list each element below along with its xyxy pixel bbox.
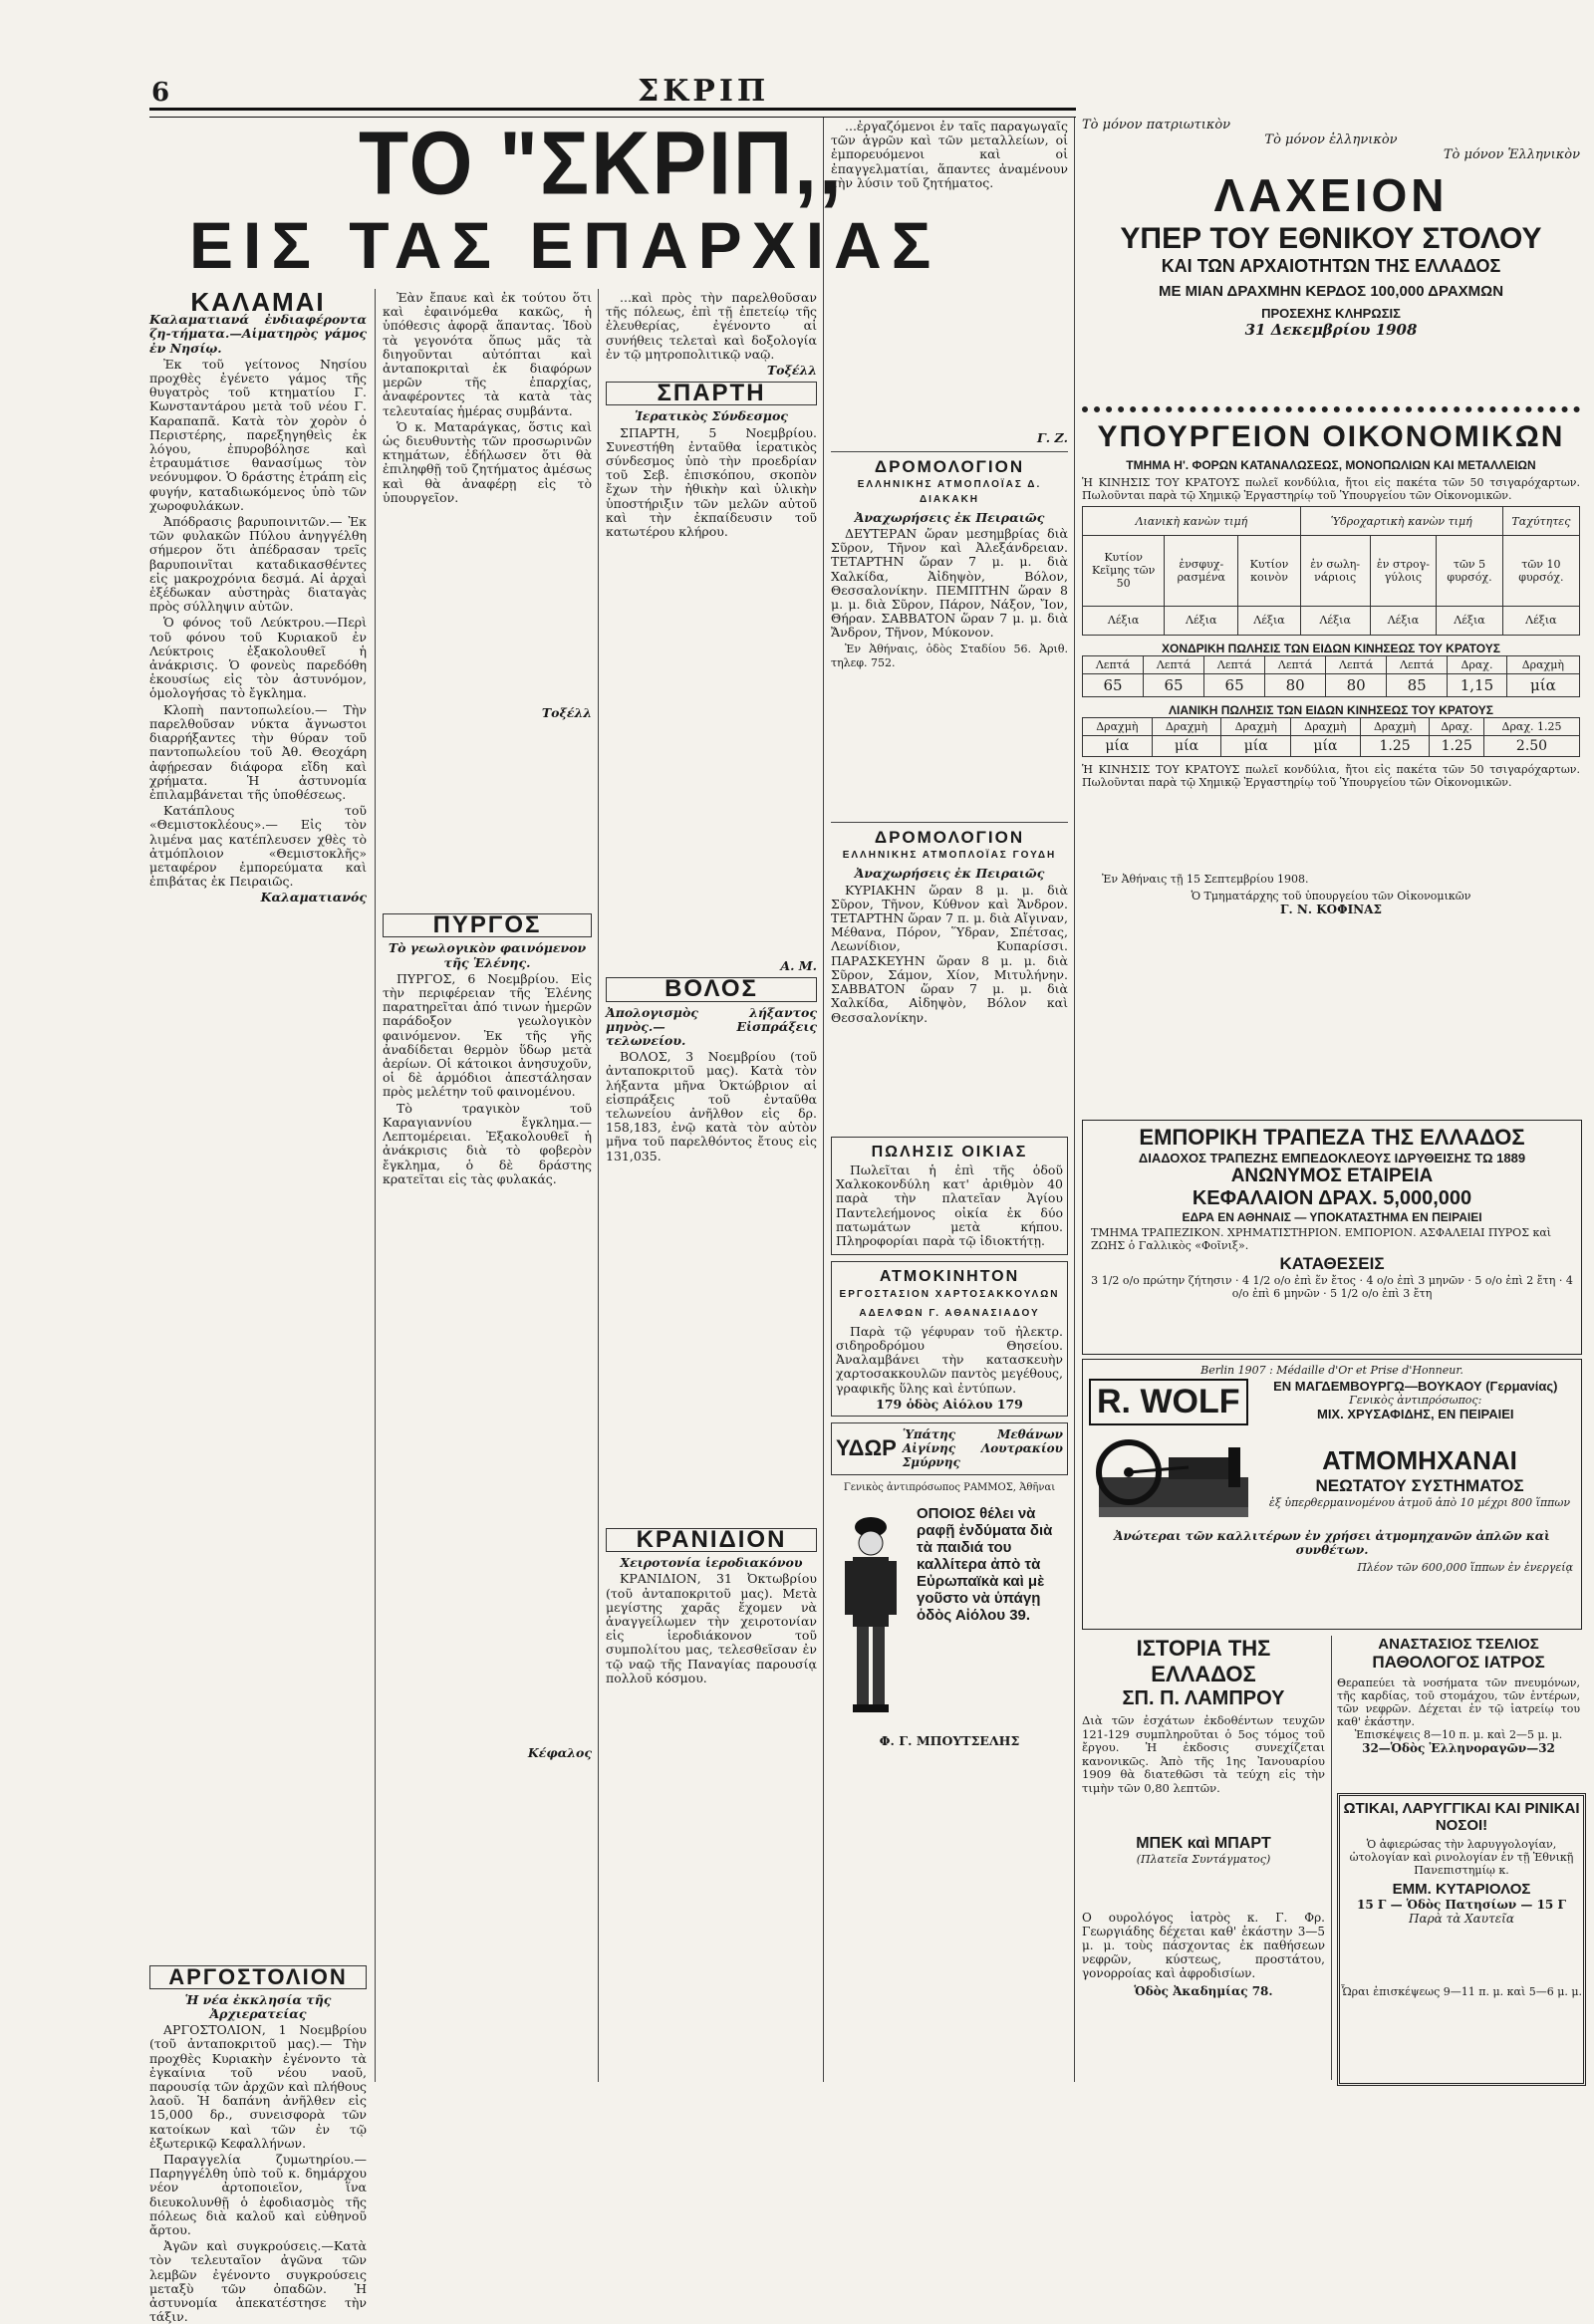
ent-title: ΩΤΙΚΑΙ, ΛΑΡΥΓΓΙΚΑΙ ΚΑΙ ΡΙΝΙΚΑΙ ΝΟΣΟΙ! (1343, 1800, 1580, 1834)
table-cell: Λέξια (1502, 606, 1579, 635)
ornamental-rule (1082, 406, 1580, 412)
table-cell: μία (1291, 736, 1361, 757)
doctor-address: 32—Ὁδὸς Ἑλληνοραγῶν—32 (1362, 1741, 1555, 1755)
kranidion-heading: ΚΡΑΝΙΔΙΟΝ (606, 1528, 817, 1552)
timetable-2-body: ΚΥΡΙΑΚΗΝ ὥραν 8 μ. μ. διὰ Σῦρον, Τῆνον, Κύθνον καὶ Ἄνδρον. ΤΕΤΑΡΤΗΝ ὥραν 7 π. μ. διὰ Αἴγιναν, Μέθανα, Πόρον, Ὕδραν, Σπέτσας, Λεωνίδιον, Κυπαρίσσι. ΠΑΡΑΣΚΕΥΗΝ ὥραν 8 μ. μ. διὰ Σῦρον, Σάμον, Χίον, Μιτυλήνην. ΣΑΒΒΑΤΟΝ ὥραν 7 μ. μ. διὰ Χαλκίδα, Αἰδηψὸν, Βόλον καὶ Θεσσαλονίκην. (831, 882, 1068, 1025)
table-cell: Λεπτά (1144, 656, 1204, 674)
table-subheader: τῶν 5 φυρσόχ. (1437, 536, 1503, 607)
col3-body-1: ...καὶ πρὸς τὴν παρελθοῦσαν τῆς πόλεως, ἐπὶ τῇ ἐπετείῳ τῆς ἐλευθερίας, ἐγένοντο αἱ συνήθεις τελεταὶ καὶ δοξολογία ἐν τῷ μητροπολιτικῷ ναῷ. (606, 290, 817, 362)
table-cell: Δραχμὴ (1083, 718, 1153, 736)
col2-body-1: Ἐὰν ἔπαυε καὶ ἐκ τούτου ὅτι καὶ ἐφαινόμεθα κακῶς, ἡ ὑπόθεσις ἀφορᾷ ἅπαντας. Ἰδοὺ τὰ γεγονότα ὅπως μᾶς τὰ διηγοῦνται αὐτόπται καὶ ἀνταποκριταὶ ἐκ διαφόρων μερῶν τῆς ἐπαρχίας, ἀναφέροντες τὰ κατὰ τὰς τελευταίας ἡμέρας συμβάντα. (383, 290, 592, 418)
column-rule (1074, 118, 1075, 2082)
table-cell: 1.25 (1430, 736, 1484, 757)
timetable-2-heading: ΔΡΟΜΟΛΟΓΙΟΝ (874, 828, 1025, 848)
pyrgos-signature: Κέφαλος (527, 1744, 592, 1760)
filler (831, 1027, 1068, 1137)
col3-signature-2: Α. Μ. (780, 958, 817, 974)
timetable-2-sub: Ἀναχωρήσεις ἐκ Πειραιῶς (854, 866, 1045, 882)
ministry-signer: Γ. Ν. ΚΟΦΙΝΑΣ (1280, 903, 1382, 916)
table-cell: 1,15 (1448, 674, 1507, 697)
argostolion-body-2: Παραγγελία ζυμωτηρίου.— Παρηγγέλθη ὑπὸ τοῦ κ. δημάρχου νέον ἀρτοποιεῖον, ἵνα διευκολυνθῇ ὁ ἐφοδιασμὸς τῆς πόλεως διὰ καλοῦ καὶ εὐθηνοῦ ἄρτου. (149, 2151, 367, 2237)
wolf-brand: R. WOLF (1089, 1379, 1248, 1425)
kalamai-body-3: Ὁ φόνος τοῦ Λεύκτρου.—Περὶ τοῦ φόνου τοῦ Κυριακοῦ ἐν Λεύκτροις ἐξακολουθεῖ ἡ ἀνάκρισις. Ὁ φονεὺς παρεδόθη ἑκουσίως εἰς τὸν ἀστυνόμον, ὁμολογήσας τὸ ἔγκλημα. (149, 615, 367, 701)
table-subheader: Κυτίον Κεῖμης τῶν 50 (1083, 536, 1165, 607)
column-rule (598, 289, 599, 2082)
retail-table (1082, 717, 1580, 757)
table-cell: Λέξια (1165, 606, 1238, 635)
doctor-body: Θεραπεύει τὰ νοσήματα τῶν πνευμόνων, τῆς καρδίας, τοῦ στομάχου, τῶν ἐντέρων, τῶν νεφρῶν. Δέχεται ἐν τῷ ἰατρείῳ του καθ' ἑκάστην. (1337, 1677, 1580, 1728)
lottery-subtitle: ΥΠΕΡ ΤΟΥ ΕΘΝΙΚΟΥ ΣΤΟΛΟΥ (1120, 222, 1542, 255)
table-subheader: τῶν 10 φυρσόχ. (1502, 536, 1579, 607)
column-rule (823, 118, 824, 2082)
table-cell: 1.25 (1360, 736, 1430, 757)
headline-line1: ΤΟ "ΣΚΡΙΠ,, (359, 114, 844, 214)
table-cell: Δραχμὴ (1506, 656, 1579, 674)
factory-address: 179 ὁδὸς Αἰόλου 179 (876, 1396, 1023, 1412)
timetable-1-company: ΕΛΛΗΝΙΚΗΣ ΑΤΜΟΠΛΟΪΑΣ Δ. ΔΙΑΚΑΚΗ (857, 479, 1042, 505)
table-cell: Λεπτά (1387, 656, 1448, 674)
bank-capital: ΚΕΦΑΛΑΙΟΝ ΔΡΑΧ. 5,000,000 (1192, 1187, 1472, 1209)
table-cell: 65 (1204, 674, 1265, 697)
ministry-footer: Ἐν Ἀθήναις τῇ 15 Σεπτεμβρίου 1908. (1102, 873, 1309, 886)
water-agent: Γενικὸς ἀντιπρόσωπος ΡΑΜΜΟΣ, Ἀθῆναι (843, 1481, 1056, 1493)
lottery-tagline-2: Τὸ μόνον ἑλληνικὸν (1264, 132, 1398, 147)
timetable-1-body: ΔΕΥΤΕΡΑΝ ὥραν μεσημβρίας διὰ Σῦρον, Τῆνον καὶ Ἀλεξάνδρειαν. ΤΕΤΑΡΤΗΝ ὥραν 7 μ. μ. διὰ Χαλκίδα, Ἀἰδηψὸν, Βόλον, Θεσσαλονίκην. ΠΕΜΠΤΗΝ ὥραν 8 μ. μ. διὰ Σῦρον, Πάρον, Νάξον, Ἴον, Θήραν. ΣΑΒΒΑΤΟΝ ὥραν 7 μ. μ. διὰ Ἄνδρον, Τῆνον, Μύκονον. (831, 526, 1068, 641)
boy-figure-illustration (831, 1505, 911, 1734)
doctor-name: ΑΝΑΣΤΑΣΙΟΣ ΤΣΕΛΙΟΣ (1378, 1636, 1539, 1653)
water-brands: Ὑπάτης Μεθάνων Αἰγίνης Λουτρακίου Σμύρνης (902, 1426, 1063, 1470)
timetable-1-agent: Ἐν Ἀθήναις, ὁδὸς Σταδίου 56. Ἀριθ. τηλεφ. 752. (831, 642, 1068, 669)
table-cell: Λεπτά (1083, 656, 1144, 674)
volos-lead: Ἀπολογισμὸς λήξαντος μηνὸς.— Εἰσπράξεις τελωνείου. (606, 1004, 817, 1049)
table-cell: Δραχμὴ (1152, 718, 1221, 736)
table-cell: Δραχμὴ (1360, 718, 1430, 736)
history-body: Διὰ τῶν ἐσχάτων ἐκδοθέντων τευχῶν 121-129 συμπληροῦται ὁ 5ος τόμος τοῦ ἔργου. Ἡ ἐκδοσις συνεχίζεται κανονικῶς. Ἀπὸ τῆς 1ης Ἰανουαρίου 1909 θὰ διατεθῶσι τὰ τεύχη εἰς τὴν τιμὴν τῶν 0,80 λεπτῶν. (1082, 1713, 1325, 1795)
table-cell: Λέξια (1370, 606, 1437, 635)
bank-seat: ΕΔΡΑ ΕΝ ΑΘΗΝΑΙΣ — ΥΠΟΚΑΤΑΣΤΗΜΑ ΕΝ ΠΕΙΡΑΙΕΙ (1182, 1210, 1482, 1224)
column-4 (831, 120, 1068, 2074)
table-cell: 80 (1326, 674, 1387, 697)
table-header: Λιανικὴ κανὼν τιμή (1083, 507, 1301, 536)
lottery-tagline-3: Τὸ μόνον Ἑλληνικὸν (1443, 147, 1580, 162)
water-word: ΥΔΩΡ (836, 1435, 897, 1461)
table-cell: μία (1152, 736, 1221, 757)
ent-name: ΕΜΜ. ΚΥΤΑΡΙΟΛΟΣ (1392, 1881, 1531, 1898)
table-cell: μία (1221, 736, 1291, 757)
filler (383, 1188, 592, 1746)
ministry-fine-print: Ἡ ΚΙΝΗΣΙΣ ΤΟΥ ΚΡΑΤΟΥΣ πωλεῖ κονδύλια, ἤτοι εἰς πακέτα τῶν 50 τσιγαρόχαρτων. Πωλοῦνται παρὰ τῷ Χημικῷ Ἐργαστηρίῳ τοῦ Ὑπουργείου τῶν Οἰκονομικῶν. (1082, 763, 1580, 789)
tailor-headline: ΟΠΟΙΟΣ θέλει νὰ ραφῇ ἐνδύματα διὰ τὰ παιδιά του καλλίτερα ἀπὸ τὰ Εὐρωπαϊκὰ καὶ μὲ γοῦστο νὰ ὑπάγῃ ὁδὸς Αἰόλου 39. (917, 1504, 1053, 1624)
table-cell: μία (1506, 674, 1579, 697)
lottery-ad (1082, 118, 1580, 387)
volos-heading: ΒΟΛΟΣ (606, 977, 817, 1001)
steam-engine-illustration (1089, 1427, 1258, 1527)
paper-bag-factory-ad (831, 1261, 1068, 1417)
col4-signature: Γ. Ζ. (1036, 430, 1068, 446)
volos-body: ΒΟΛΟΣ, 3 Νοεμβρίου (τοῦ ἀνταποκριτοῦ μας). Κατὰ τὸν λήξαντα μῆνα Ὀκτώβριον αἱ εἰσπράξεις τοῦ ἐνταῦθα τελωνείου ἀνῆλθον εἰς δρ. 158,183, ἐνῷ κατὰ τὸν αὐτὸν μῆνα τοῦ παρελθόντος ἔτους εἰς 131,035. (606, 1049, 817, 1163)
wolf-location: ΕΝ ΜΑΓΔΕΜΒΟΥΡΓῼ—ΒΟΥΚΑΟΥ (Γερμανίας) (1273, 1379, 1558, 1394)
col3-signature-1: Τοξέλλ (766, 363, 817, 379)
lottery-draw-date: 31 Δεκεμβρίου 1908 (1244, 321, 1418, 339)
argostolion-body-1: ΑΡΓΟΣΤΟΛΙΟΝ, 1 Νοεμβρίου (τοῦ ἀνταποκριτοῦ μας).— Τὴν προχθὲς Κυριακὴν ἐγένοντο τὰ ἐγκαίνια τοῦ νέου ναοῦ, παρουσίᾳ τῶν ἀρχῶν καὶ πλήθους λαοῦ. Ἡ δαπάνη ἀνῆλθεν εἰς 15,000 δρ., συνεισφορὰ τῶν κατοίκων καὶ τῶν ἐν τῷ ἐξωτερικῷ Κεφαλλήνων. (149, 2022, 367, 2151)
pyrgos-heading: ΠΥΡΓΟΣ (383, 913, 592, 937)
ent-hours: Ὧραι ἐπισκέψεως 9—11 π. μ. καὶ 5—6 μ. μ. (1340, 1985, 1583, 1998)
lottery-tagline-1: Τὸ μόνον πατριωτικὸν (1082, 118, 1231, 132)
pyrgos-body: ΠΥΡΓΟΣ, 6 Νοεμβρίου. Εἰς τὴν περιφέρειαν τῆς Ἑλένης παρατηρεῖται ἀπό τινων ἡμερῶν παράδοξον γεωλογικὸν φαινόμενον. Ἐκ τῆς γῆς ἀναδίδεται θερμὸν ὕδωρ μετὰ ἀερίων. Οἱ κάτοικοι ἀνησυχοῦν, οἱ δὲ ἁρμόδιοι ἀπεστάλησαν πρὸς μελέτην τοῦ φαινομένου. (383, 970, 592, 1100)
filler (831, 672, 1068, 822)
table-cell: Δραχ. 1.25 (1484, 718, 1580, 736)
kalamai-body-2: Ἀπόδρασις βαρυποινιτῶν.— Ἐκ τῶν φυλακῶν Πύλου ἀνηγγέλθη σήμερον ὅτι ἀπέδρασαν τρεῖς βαρυποινῖται καταδικασθέντες εἰς μακροχρόνια δεσμά. Αἱ ἀρχαὶ ἐξέδωκαν αὐστηρὰς διαταγὰς πρὸς σύλληψιν αὐτῶν. (149, 514, 367, 615)
wolf-engines-ad (1082, 1359, 1582, 1630)
table-cell: Λεπτά (1265, 656, 1326, 674)
ent-body: Ὁ ἀφιερώσας τὴν λαρυγγολογίαν, ὠτολογίαν καὶ ρινολογίαν ἐν τῇ Ἐθνικῇ Πανεπιστημίῳ κ. (1349, 1838, 1574, 1877)
timetable-1-heading: ΔΡΟΜΟΛΟΓΙΟΝ (874, 457, 1025, 477)
bank-company: ΑΝΩΝΥΜΟΣ ΕΤΑΙΡΕΙΑ (1230, 1165, 1434, 1186)
table-cell: 65 (1144, 674, 1204, 697)
price-table (1082, 506, 1580, 636)
table-cell: Λέξια (1238, 606, 1301, 635)
table-cell: 2.50 (1484, 736, 1580, 757)
mineral-water-ad (831, 1422, 1068, 1475)
kalamai-lead: Καλαματιανά ἐνδιαφέροντα ζη-τήματα.—Αἱματηρὸς γάμος ἐν Νησίῳ. (149, 312, 367, 356)
table-header: Ὑδροχαρτικὴ κανὼν τιμή (1300, 507, 1502, 536)
ministry-ad (1082, 420, 1580, 1113)
urologist-address: Ὁδὸς Ἀκαδημίας 78. (1134, 1984, 1273, 1998)
wholesale-table (1082, 655, 1580, 697)
kalamai-body-4: Κλοπὴ παντοπωλείου.— Τὴν παρελθοῦσαν νύκτα ἄγνωστοι διαρρήξαντες τὴν θύραν τοῦ παντοπωλείου τοῦ Ἀθ. Θεοχάρη ἀφῄρεσαν διάφορα εἴδη καὶ χρήματα. Ἡ ἀστυνομία ἐπιλαμβάνεται τῆς ὑποθέσεως. (149, 701, 367, 802)
timetable-1-sub: Ἀναχωρήσεις ἐκ Πειραιῶς (854, 509, 1045, 525)
bank-departments: ΤΜΗΜΑ ΤΡΑΠΕΖΙΚΟΝ. ΧΡΗΜΑΤΙΣΤΗΡΙΟΝ. ΕΜΠΟΡΙΟΝ. ΑΣΦΑΛΕΙΑΙ ΠΥΡΟΣ καὶ ΖΩΗΣ ὁ Γαλλικὸς «Φοῖνιξ». (1091, 1226, 1552, 1252)
column-1 (149, 287, 367, 2324)
history-shop: ΜΠΕΚ καὶ ΜΠΑΡΤ (1136, 1835, 1271, 1852)
bank-deposit-rates: 3 1/2 ο/ο πρώτην ζήτησιν · 4 1/2 ο/ο ἐπὶ ἕν ἔτος · 4 ο/ο ἐπὶ 3 μηνῶν · 5 ο/ο ἐπὶ 2 ἔτη · 4 ο/ο ἐπὶ 6 μηνῶν · 5 1/2 ο/ο ἐπὶ 3 ἔτη (1091, 1274, 1573, 1300)
bank-deposits-title: ΚΑΤΑΘΕΣΕΙΣ (1279, 1254, 1385, 1273)
factory-sub: ΕΡΓΟΣΤΑΣΙΟΝ ΧΑΡΤΟΣΑΚΚΟΥΛΩΝ (839, 1289, 1060, 1301)
headline-line2: ΕΙΣ ΤΑΣ ΕΠΑΡΧΙΑΣ (189, 208, 941, 282)
timetable-2 (831, 822, 1068, 1025)
ministry-subtitle: ΤΜΗΜΑ Η'. ΦΟΡΩΝ ΚΑΤΑΝΑΛΩΣΕΩΣ, ΜΟΝΟΠΩΛΙΩΝ ΚΑΙ ΜΕΤΑΛΛΕΙΩΝ (1126, 458, 1536, 472)
lottery-prize: ΜΕ ΜΙΑΝ ΔΡΑΧΜΗΝ ΚΕΡΔΟΣ 100,000 ΔΡΑΧΜΩΝ (1158, 283, 1504, 300)
ent-doctor-ad (1337, 1793, 1586, 2086)
history-author: ΣΠ. Π. ΛΑΜΠΡΟΥ (1122, 1687, 1285, 1709)
filler (149, 905, 367, 1961)
kalamai-body-1: Ἐκ τοῦ γείτονος Νησίου προχθὲς ἐγένετο γάμος τῆς θυγατρὸς τοῦ κτηματίου Γ. Κωνσταντάρου μετὰ τοῦ νέου Γ. Καραπαπᾶ. Κατὰ τὸν χορὸν ὁ Περιστέρης, παρεξηγηθεὶς ἐκ λόγου, ἐπυροβόλησε καὶ ἐτραυμάτισε θανασίμως τὸν νεόνυμφον. Ὁ δράστης ἐτράπη εἰς φυγήν, καταδιωκόμενος ὑπὸ τῶν χωροφυλάκων. (149, 356, 367, 513)
filler (606, 541, 817, 959)
factory-heading: ΑΤΜΟΚΙΝΗΤΟΝ (879, 1268, 1020, 1286)
table-cell: μία (1083, 736, 1153, 757)
factory-body: Παρὰ τῷ γέφυραν τοῦ ἠλεκτρ. σιδηροδρόμου Θησείου. Ἀναλαμβάνει τὴν κατασκευὴν χαρτοσακκουλῶν παντὸς μεγέθους, γραφικῆς ὕλης καὶ ἐντύπων. (836, 1323, 1063, 1396)
timetable-1 (831, 451, 1068, 670)
table-cell: Λέξια (1437, 606, 1503, 635)
filler (831, 192, 1068, 431)
timetable-2-company: ΕΛΛΗΝΙΚΗΣ ΑΤΜΟΠΛΟΪΑΣ ΓΟΥΔΗ (842, 850, 1057, 862)
wolf-footer: Πλέον τῶν 600,000 ἵππων ἐν ἐνεργείᾳ (1357, 1561, 1573, 1574)
kranidion-body: ΚΡΑΝΙΔΙΟΝ, 31 Ὀκτωβρίου (τοῦ ἀνταποκριτοῦ μας). Μετὰ μεγίστης χαρᾶς ἔχομεν νὰ ἀναγγείλωμεν τὴν χειροτονίαν εἰς ἱεροδιάκονον τοῦ συμπολίτου μας, τελεσθεῖσαν ἐν τῷ ναῷ τῆς Παναγίας παρουσίᾳ πολλοῦ κόσμου. (606, 1571, 817, 1685)
wolf-power: ἐξ ὑπερθερμαινομένου ἀτμοῦ ἀπὸ 10 μέχρι 800 ἵππων (1268, 1496, 1571, 1509)
ministry-title: ΥΠΟΥΡΓΕΙΟΝ ΟΙΚΟΝΟΜΙΚΩΝ (1097, 420, 1565, 453)
table-cell: Λεπτά (1204, 656, 1265, 674)
filler (383, 720, 592, 909)
house-sale-heading: ΠΩΛΗΣΙΣ ΟΙΚΙΑΣ (871, 1143, 1028, 1161)
house-sale-ad (831, 1137, 1068, 1255)
col2-signature: Τοξέλλ (541, 705, 592, 721)
bank-ad (1082, 1120, 1582, 1355)
table-cell: Δραχμὴ (1221, 718, 1291, 736)
table-header: Ταχύτητες (1502, 507, 1579, 536)
table-cell: Δραχμὴ (1291, 718, 1361, 736)
tailor-name: Φ. Γ. ΜΠΟΥΤΣΕΛΗΣ (879, 1732, 1020, 1748)
table-cell: Λέξια (1083, 606, 1165, 635)
house-sale-body: Πωλεῖται ἡ ἐπὶ τῆς ὁδοῦ Χαλκοκονδύλη κατ' ἀριθμὸν 40 παρὰ τὴν πλατεῖαν Ἀγίου Παντελεήμονος οἰκία ἐκ δύο πατωμάτων μετὰ κήπου. Πληροφορίαι παρὰ τῷ ἰδιοκτήτῃ. (836, 1162, 1063, 1248)
doctor-hours: Ἐπισκέψεις 8—10 π. μ. καὶ 2—5 μ. μ. (1354, 1728, 1563, 1741)
wholesale-title: ΧΟΝΔΡΙΚΗ ΠΩΛΗΣΙΣ ΤΩΝ ΕΙΔΩΝ ΚΙΝΗΣΕΩΣ ΤΟΥ ΚΡΑΤΟΥΣ (1162, 642, 1500, 655)
table-subheader: Κυτίον κοινὸν (1238, 536, 1301, 607)
table-subheader: ἐνσφυχ-ρασμένα (1165, 536, 1238, 607)
table-cell: 85 (1387, 674, 1448, 697)
filler (606, 1165, 817, 1524)
page-number: 6 (151, 78, 170, 108)
sparti-heading: ΣΠΑΡΤΗ (606, 382, 817, 405)
urologist-ad (1082, 1911, 1325, 2080)
newspaper-name: ΣΚΡΙΠ (638, 74, 770, 109)
sparti-lead: Ἱερατικὸς Σύνδεσμος (635, 408, 788, 424)
wolf-agent: ΜΙΧ. ΧΡΥΣΑΦΙΔΗΣ, ΕΝ ΠΕΙΡΑΙΕΙ (1316, 1407, 1514, 1421)
wolf-desc: Ἀνώτεραι τῶν καλλιτέρων ἐν χρήσει ἀτμομηχανῶν ἀπλῶν καὶ συνθέτων. (1114, 1529, 1550, 1557)
argostolion-lead: Ἡ νέα ἐκκλησία τῆς Ἀρχιερατείας (184, 1991, 332, 2021)
table-subheader: ἐν σωλη-νάριοις (1300, 536, 1370, 607)
table-subheader: ἐν στρογ-γύλοις (1370, 536, 1437, 607)
lottery-draw-label: ΠΡΟΣΕΧΗΣ ΚΛΗΡΩΣΙΣ (1261, 306, 1401, 321)
lottery-subtitle-2: ΚΑΙ ΤΩΝ ΑΡΧΑΙΟΤΗΤΩΝ ΤΗΣ ΕΛΛΑΔΟΣ (1161, 256, 1501, 276)
col2-body-2: Ὁ κ. Ματαράγκας, ὅστις καὶ ὡς διευθυντὴς τῶν προσωρινῶν κτημάτων, ἐδήλωσεν ὅτι θὰ ἐπιληφθῇ τοῦ ζητήματος ἀμέσως καὶ θὰ ἀναφέρῃ εἰς τὸ ὑπουργεῖον. (383, 418, 592, 505)
retail-title: ΛΙΑΝΙΚΗ ΠΩΛΗΣΙΣ ΤΩΝ ΕΙΔΩΝ ΚΙΝΗΣΕΩΣ ΤΟΥ ΚΡΑΤΟΥΣ (1169, 703, 1493, 717)
table-cell: Λεπτά (1326, 656, 1387, 674)
table-cell: 80 (1265, 674, 1326, 697)
column-3 (606, 291, 817, 2074)
history-title: ΙΣΤΟΡΙΑ ΤΗΣ ΕΛΛΑΔΟΣ (1136, 1636, 1271, 1686)
history-book-ad (1082, 1636, 1325, 1905)
wolf-product: ΑΤΜΟΜΗΧΑΝΑΙ (1322, 1445, 1517, 1475)
column-rule (375, 289, 376, 2082)
kalamai-body-5: Κατάπλους τοῦ «Θεμιστοκλέους».— Εἰς τὸν λιμένα μας κατέπλευσεν χθὲς τὸ ἀτμόπλοιον «Θεμιστοκλῆς» μεταφέρον ἐμπορεύματα καὶ ἐπιβάτας ἐκ Πειραιῶς. (149, 803, 367, 890)
ent-near: Παρὰ τὰ Χαυτεῖα (1409, 1912, 1514, 1926)
table-cell: 65 (1083, 674, 1144, 697)
kranidion-lead: Χειροτονία ἱεροδιακόνου (620, 1555, 803, 1571)
doctor-title: ΠΑΘΟΛΟΓΟΣ ΙΑΤΡΟΣ (1372, 1653, 1545, 1672)
table-cell: Δραχ. (1430, 718, 1484, 736)
table-cell: Δραχ. (1448, 656, 1507, 674)
wolf-award: Berlin 1907 : Médaille d'Or et Prise d'Honneur. (1200, 1364, 1463, 1377)
bank-subtitle: ΔΙΑΔΟΧΟΣ ΤΡΑΠΕΖΗΣ ΕΜΠΕΔΟΚΛΕΟΥΣ ΙΔΡΥΘΕΙΣΗΣ ΤΩ 1889 (1138, 1151, 1526, 1165)
history-shop-sub: (Πλατεῖα Συντάγματος) (1136, 1853, 1271, 1866)
col4-body-1: ...ἐργαζόμενοι ἐν ταῖς παραγωγαῖς τῶν ἀγρῶν καὶ τῶν μεταλλείων, οἱ ἐμπορευόμενοι καὶ οἱ ἐπαγγελματίαι, ἅπαντες ἀναμένουν τὴν λύσιν τοῦ ζητήματος. (831, 119, 1068, 190)
filler (383, 507, 592, 706)
kalamai-heading: ΚΑΛΑΜΑΙ (190, 287, 326, 317)
argostolion-heading: ΑΡΓΟΣΤΟΛΙΟΝ (149, 1965, 367, 1989)
factory-owner: ΑΔΕΛΦΩΝ Γ. ΑΘΑΝΑΣΙΑΔΟΥ (859, 1307, 1040, 1319)
urologist-body: Ο ουρολόγος ἰατρὸς κ. Γ. Φρ. Γεωργιάδης δέχεται καθ' ἑκάστην 3—5 μ. μ. τοὺς πάσχοντας ἐκ παθήσεων νεφρῶν, κύστεως, προστάτου, γονορροίας καὶ ἀφροδισίων. (1082, 1911, 1325, 1980)
pyrgos-lead: Τὸ γεωλογικὸν φαινόμενον τῆς Ἑλένης. (388, 940, 587, 970)
pyrgos-body-2: Τὸ τραγικὸν τοῦ Καραγιαννίου ἔγκλημα.— Λεπτομέρειαι. Ἐξακολουθεῖ ἡ ἀνάκρισις διὰ τὸ φοβερὸν ἔγκλημα, ὁ δὲ δράστης κρατεῖται εἰς τὰς φυλακάς. (383, 1100, 592, 1186)
doctor-ad (1337, 1636, 1580, 1785)
ministry-notice: Ἡ ΚΙΝΗΣΙΣ ΤΟΥ ΚΡΑΤΟΥΣ πωλεῖ κονδύλια, ἤτοι εἰς πακέτα τῶν 50 τσιγαρόχαρτων. Πωλοῦνται παρὰ τῷ Χημικῷ Ἐργαστηρίῳ τοῦ Ὑπουργείου τῶν Οἰκονομικῶν. (1082, 476, 1580, 502)
column-2 (383, 291, 592, 2074)
sparti-body: ΣΠΑΡΤΗ, 5 Νοεμβρίου. Συνεστήθη ἐνταῦθα ἱερατικὸς σύνδεσμος ὑπὸ τὴν προεδρίαν τοῦ Σεβ. ἐπισκόπου, σκοπὸν ἔχων τὴν ἠθικὴν καὶ ὑλικὴν ὑποστήριξιν τῶν μελῶν αὐτοῦ καὶ τὴν ἐκπαίδευσιν τοῦ κατωτέρου κλήρου. (606, 424, 817, 540)
wolf-agent-label: Γενικὸς ἀντιπρόσωπος: (1349, 1394, 1482, 1407)
lottery-title: ΛΑΧΕΙΟΝ (1213, 169, 1449, 221)
wolf-system: ΝΕΩΤΑΤΟΥ ΣΥΣΤΗΜΑΤΟΣ (1315, 1476, 1524, 1495)
bank-title: ΕΜΠΟΡΙΚΗ ΤΡΑΠΕΖΑ ΤΗΣ ΕΛΛΑΔΟΣ (1139, 1125, 1525, 1150)
ministry-signer-role: Ὁ Τμηματάρχης τοῦ ὑπουργείου τῶν Οἰκονομικῶν (1191, 890, 1471, 903)
column-rule (1331, 1636, 1332, 2080)
kalamai-signature: Καλαματιανός (260, 890, 367, 905)
tailor-ad (831, 1505, 1068, 1734)
ent-address: 15 Γ — Ὁδὸς Πατησίων — 15 Γ (1357, 1898, 1566, 1912)
table-cell: Λέξια (1300, 606, 1370, 635)
argostolion-body-3: Ἀγῶν καὶ συγκρούσεις.—Κατὰ τὸν τελευταῖον ἀγῶνα τῶν λεμβῶν ἐγένοντο συγκρούσεις μεταξὺ τῶν ὀπαδῶν. Ἡ ἀστυνομία ἀπεκατέστησε τὴν τάξιν. (149, 2238, 367, 2324)
